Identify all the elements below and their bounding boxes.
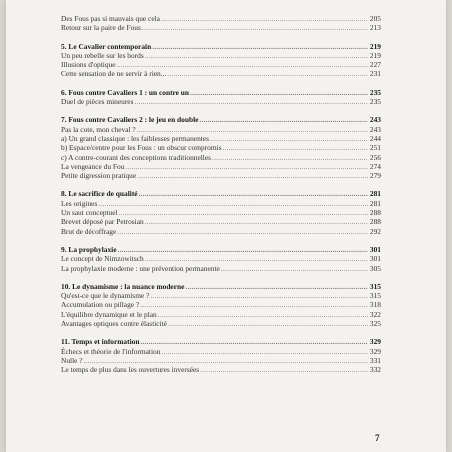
section-gap [61,79,381,88]
dot-leader [140,337,368,346]
dot-leader [117,227,368,236]
entry-title: 10. Le dynamisme : la nuance moderne [61,281,185,291]
toc-entry [61,162,381,171]
entry-page-number: 281 [369,198,381,208]
entry-page-number: 301 [369,254,381,264]
entry-page-number: 243 [369,124,381,134]
entry-page-number: 219 [369,41,381,51]
entry-page-number: 281 [369,189,381,199]
entry-title: Brut de décoffrage [61,226,117,236]
chapter-heading [61,115,381,124]
section-gap [61,106,381,115]
section-gap [61,33,381,42]
dot-leader [84,356,368,365]
entry-title: 8. Le sacrifice de qualité [61,189,138,199]
entry-page-number: 301 [369,244,381,254]
entry-page-number: 332 [369,365,381,375]
dot-leader [118,245,368,254]
dot-leader [190,88,368,97]
entry-title: Le concept de Nimzowitsch [61,254,144,264]
entry-title: Duel de pièces mineures [61,97,134,107]
dot-leader [145,51,368,60]
entry-title: 5. Le Cavalier contemporain [61,41,152,51]
dot-leader [210,134,368,143]
entry-page-number: 235 [369,97,381,107]
entry-page-number: 205 [369,14,381,23]
toc-entry [61,51,381,60]
entry-title: La vengeance du Fou [61,161,125,171]
toc-entry [61,217,381,226]
entry-title: Un peu rebelle sur les bords [61,50,144,60]
toc-entry [61,199,381,208]
toc-entry [61,153,381,162]
entry-title: a) Un grand classique : les faiblesses permanentes [61,133,209,143]
toc-entry [61,23,381,32]
dot-leader [223,143,368,152]
chapter-heading [61,337,381,346]
dot-leader [150,291,368,300]
chapter-heading [61,42,381,51]
dot-leader [185,282,368,291]
entry-title: Qu'est-ce que le dynamisme ? [61,291,150,301]
entry-page-number: 256 [369,152,381,162]
toc-entry [61,356,381,365]
dot-leader [212,153,368,162]
dot-leader [119,208,368,217]
dot-leader [161,14,368,23]
toc-entry [61,310,381,319]
toc-entry [61,291,381,300]
dot-leader [168,319,368,328]
entry-title: Cette sensation de ne servir à rien... [61,69,167,79]
entry-page-number: 279 [369,171,381,181]
entry-title: Illusions d'optique [61,60,116,70]
dot-leader [98,199,368,208]
entry-page-number: 251 [369,143,381,153]
toc-entry [61,254,381,263]
toc-entry [61,264,381,273]
entry-title: Échecs et théorie de l'information [61,346,161,356]
toc-entry [61,60,381,69]
toc-entry [61,365,381,374]
section-gap [61,236,381,245]
entry-title: 7. Fous contre Cavaliers 2 : le jeu en double [61,115,199,125]
entry-page-number: 213 [369,23,381,33]
entry-title: Un saut conceptuel [61,208,118,218]
chapter-heading [61,88,381,97]
dot-leader [221,264,368,273]
entry-page-number: 292 [369,226,381,236]
entry-title: L'équilibre dynamique et le plan [61,309,157,319]
entry-title: b) Espace/centre pour les Fous : un obscur compromis [61,143,222,153]
entry-title: 11. Temps et information [61,337,140,347]
entry-page-number: 227 [369,60,381,70]
table-of-contents [61,14,381,375]
dot-leader [140,300,368,309]
section-gap [61,328,381,337]
toc-entry [61,319,381,328]
entry-title: Petite digression pratique [61,171,137,181]
entry-page-number: 288 [369,217,381,227]
entry-page-number: 231 [369,69,381,79]
page-number: 7 [375,433,380,443]
dot-leader [200,365,368,374]
entry-page-number: 331 [369,355,381,365]
toc-entry [61,14,381,23]
section-gap [61,180,381,189]
dot-leader [137,125,368,134]
entry-page-number: 315 [369,281,381,291]
section-gap [61,273,381,282]
dot-leader [125,162,368,171]
entry-title: Accumulation ou pillage ? [61,300,140,310]
toc-entry [61,69,381,78]
entry-title: 6. Fous contre Cavaliers 1 : un contre un [61,87,190,97]
entry-title: Le temps de plus dans les ouvertures inversées [61,365,200,375]
toc-entry [61,300,381,309]
entry-title: Brevet déposé par Petrosian [61,217,144,227]
entry-page-number: 243 [369,115,381,125]
entry-page-number: 325 [369,319,381,329]
dot-leader [161,347,368,356]
dot-leader [145,217,368,226]
dot-leader [142,23,368,32]
dot-leader [199,115,368,124]
entry-page-number: 329 [369,346,381,356]
toc-entry [61,97,381,106]
toc-entry [61,347,381,356]
entry-page-number: 288 [369,208,381,218]
entry-title: Retour sur la paire de Fous [61,23,141,33]
entry-page-number: 274 [369,161,381,171]
entry-title: Pas la cote, mon cheval ? [61,124,136,134]
toc-entry [61,125,381,134]
entry-page-number: 244 [369,133,381,143]
entry-page-number: 322 [369,309,381,319]
entry-title: Avantages optiques contre élasticité [61,319,167,329]
toc-entry [61,227,381,236]
entry-title: Nulle ? [61,355,83,365]
dot-leader [167,69,368,78]
entry-page-number: 219 [369,50,381,60]
dot-leader [137,171,368,180]
chapter-heading [61,189,381,198]
entry-title: La prophylaxie moderne : une prévention permanente [61,263,220,273]
dot-leader [152,42,368,51]
chapter-heading [61,282,381,291]
book-page [6,0,446,452]
entry-page-number: 315 [369,291,381,301]
entry-title: Des Fous pas si mauvais que cela [61,14,160,23]
entry-title: c) A contre-courant des conceptions traditionnelles [61,152,212,162]
entry-page-number: 329 [369,337,381,347]
entry-page-number: 318 [369,300,381,310]
toc-entry [61,134,381,143]
dot-leader [139,189,368,198]
entry-title: 9. La prophylaxie [61,244,117,254]
dot-leader [158,310,368,319]
chapter-heading [61,245,381,254]
toc-entry [61,171,381,180]
dot-leader [145,254,368,263]
toc-entry [61,208,381,217]
dot-leader [134,97,368,106]
entry-page-number: 305 [369,263,381,273]
toc-entry [61,143,381,152]
dot-leader [117,60,368,69]
entry-title: Les origines [61,198,98,208]
entry-page-number: 235 [369,87,381,97]
